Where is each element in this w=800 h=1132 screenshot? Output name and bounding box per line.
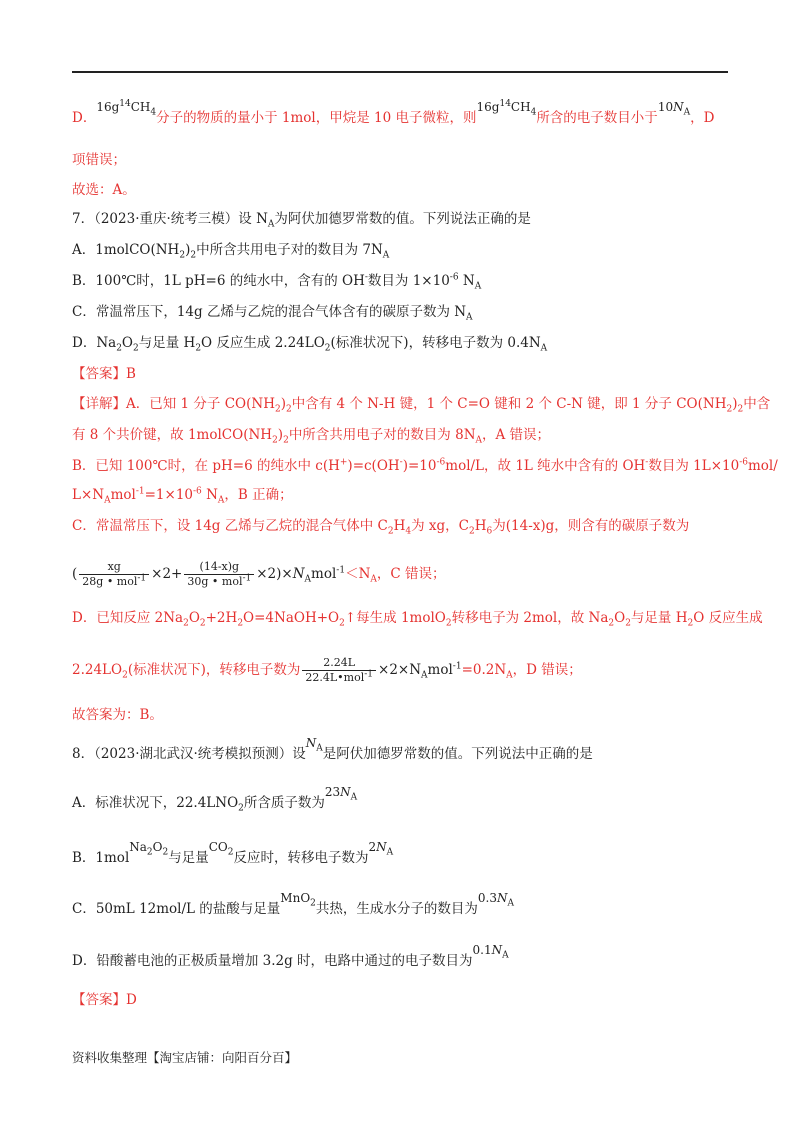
q8-option-c: C．50mL 12mol/L 的盐酸与足量MnO$_2$共热，生成水分子的数目为$0.3N_A$ <box>72 891 514 917</box>
q7-formula: ( $\frac{xg}{28g • mol^{-1}}$ ×2+ $\frac{(14-x)g}{30g • mol^{-1}}$ $\times 2)\times N_Amol^{-1}<N_A$，C 错误； <box>72 560 446 588</box>
q7-option-d: D．$Na_2O_2$与足量 $H_2O$ 反应生成 $2.24LO_2$(标准状况下)，转移电子数为 $0.4N_A$ <box>72 335 548 354</box>
fraction-224: $\frac{2.24L}{22.4L•mol^{-1}}$ <box>302 656 376 685</box>
q8-option-a: A．标准状况下，$22.4LNO_2$所含质子数为$23N_A$ <box>72 785 358 814</box>
footer-source: 资料收集整理【淘宝店铺：向阳百分百】 <box>72 1050 298 1065</box>
q7-detail-6: D．已知反应 $2Na_2O_2+2H_2O=4NaOH+O_2↑$每生成 1molO$_2$转移电子为 2mol，故 $Na_2O_2$与足量 $H_2O$ 反应生成 <box>72 610 763 629</box>
fraction-14-x: $\frac{(14-x)g}{30g • mol^{-1}}$ <box>184 560 254 589</box>
prev-option-d-cont: 项错误； <box>72 152 126 168</box>
q7-answer: 【答案】B <box>72 366 136 382</box>
q7-option-c: C．常温常压下，14g 乙烯与乙烷的混合气体含有的碳原子数为 $N_A$ <box>72 304 473 323</box>
prev-option-d: D．$16g^{14}CH_4$分子的物质的量小于 1mol，甲烷是 10 电子微粒，则$16g^{14}CH_4$所含的电子数目小于$10N_A$，D <box>72 99 715 126</box>
q7-detail-3: B．已知 100℃时，在 pH=6 的纯水中 $c(H^+)=c(OH^-)=10^{-6}mol/L$，故 1L 纯水中含有的 OH-数目为 $1L\times 10^{-6}mol/$ <box>72 457 778 474</box>
q8-answer: 【答案】D <box>72 992 137 1008</box>
q7-final: 故答案为：B。 <box>72 707 163 723</box>
header-rule <box>72 71 728 73</box>
q8-stem: 8．（2023·湖北武汉·统考模拟预测）设$N_A$是阿伏加德罗常数的值。下列说法中正确的是 <box>72 736 593 762</box>
q7-detail-1: 【详解】A．已知 1 分子 $CO(NH_2)_2$中含有 4 个 N-H 键，1 个 C=O 键和 2 个 C-N 键，即 1 分子 $CO(NH_2)_2$中含 <box>72 396 771 415</box>
q7-detail-2: 有 8 个共价键，故 $1molCO(NH_2)_2$中所含共用电子对的数目为 $8N_A$，A 错误； <box>72 427 551 446</box>
q8-option-d: D．铅酸蓄电池的正极质量增加 3.2g 时，电路中通过的电子数目为$0.1N_A$ <box>72 943 509 969</box>
q8-option-b: B．$1molNa_2O_2$与足量$CO_2$反应时，转移电子数为$2N_A$ <box>72 840 394 866</box>
q7-detail-7: $2.24LO_2$(标准状况下)，转移电子数为 $\frac{2.24L}{22.4L•mol^{-1}}$ $\times 2\times N_Amol^{-1}=0.2N_A$，D 错误； <box>72 656 582 684</box>
q7-option-a: A．$1molCO(NH_2)_2$中所含共用电子对的数目为 $7N_A$ <box>72 242 390 261</box>
q7-stem: 7．（2023·重庆·统考三模）设 $N_A$为阿伏加德罗常数的值。下列说法正确的是 <box>72 211 531 230</box>
q7-option-b: B．100℃时，1L pH=6 的纯水中，含有的 OH-数目为 $1\times 10^{-6}$ $N_A$ <box>72 272 482 292</box>
prev-choose: 故选：A。 <box>72 182 136 198</box>
q7-detail-5: C．常温常压下，设 14g 乙烯与乙烷的混合气体中 $C_2H_4$为 xg，$C_2H_6$为(14-x)g，则含有的碳原子数为 <box>72 518 690 537</box>
fraction-xg: $\frac{xg}{28g • mol^{-1}}$ <box>79 560 149 589</box>
q7-detail-4: $L\times N_Amol^{-1}=1\times 10^{-6}$ $N_A$，B 正确； <box>72 486 293 506</box>
